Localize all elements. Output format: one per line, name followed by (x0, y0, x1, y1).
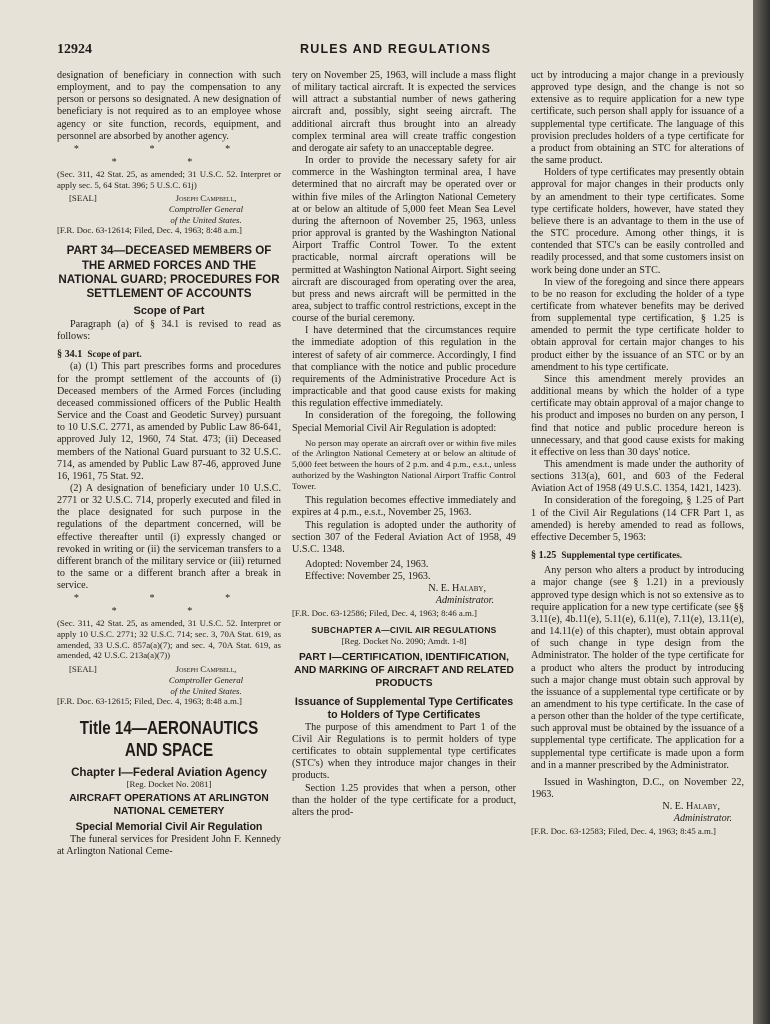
paragraph: This regulation becomes effective immediately and expires at 4 p.m., e.s.t., November 25, 1963. (292, 495, 516, 519)
part-heading: PART I—CERTIFICATION, IDENTIFICATION, AND MARKING OF AIRCRAFT AND RELATED PRODUCTS (294, 652, 514, 689)
paragraph: tery on November 25, 1963, will include a mass flight of military tactical aircraft. It is expected the services will attract a substantial number of news gathering aircraft and, possibly, sight seeing aircraft. The additional aircraft thus brought into an already complex terminal area will create traffic congestion and derogate air safety to an unacceptable degree. (292, 70, 516, 154)
paragraph: (2) A designation of beneficiary under 10 U.S.C. 2771 or 32 U.S.C. 714, properly executed and filed in the place designated for such purpose in the regulations of the department concerned, will be effective thereafter until (i) expressly changed or revoked in writing or (ii) the serviceman transfers to a different branch of the military service or (iii) returned to the same or a different branch after a break in service. (57, 482, 281, 592)
signer-title: of the United States. (170, 685, 242, 696)
title-heading: Title 14—AERONAUTICS AND SPACE (79, 717, 259, 760)
subchapter-heading: SUBCHAPTER A—CIVIL AIR REGULATIONS (311, 625, 497, 636)
paragraph: (a) (1) This part prescribes forms and procedures for the prompt settlement of the accounts of (i) Deceased members of the Armed Forces (including deceased commissioned officers of the Public Health Service and the Coast and Geodetic Survey) pursuant to 10 U.S.C. 2771, as amended by Public Law 86-641, approved July 12, 1960, 74 Stat. 473; (ii) Deceased members of the National Guard pursuant to 32 U.S.C. 714, as amended by Public Law 87-46, approved June 16, 1961, 75 Stat. 92. (57, 361, 281, 482)
paragraph: In consideration of the foregoing, § 1.25 of Part 1 of the Civil Air Regulations (14 CFR Part 1, as amended) is hereby amended to read as follows, effective December 5, 1963: (531, 495, 744, 543)
section-number: § 1.25 (531, 550, 557, 562)
authority-citation: (Sec. 311, 42 Stat. 25, as amended; 31 U.S.C. 52. Interpret or apply sec. 5, 64 Stat. 396; 5 U.S.C. 61j) (57, 168, 281, 190)
effective-date: Effective: November 25, 1963. (305, 571, 431, 583)
signer-name: Joseph Campbell, (175, 664, 237, 675)
paragraph: Any person who alters a product by introducing a major change (see § 1.21) in a previously approved type design which is not so extensive as to require application for a new type certificate (see §§ 3.11(e), 4b.11(e), 5.11(e), 6.11(e), 7.11(e), 13.11(e), and 14.11(e) of this chapter), must obtain approval of such change in type design from the Administrator. The holder of the type certificate for a product who alters the product by introducing such a major change must obtain such approval by the issuance of a supplemental type certificate or by an amendment to his type certificate. In the case of a person other than the holder of the type certificate, such approval must be obtained by the issuance of a supplemental type certificate. The application for a supplemental type certificate is made upon a form and in a manner prescribed by the Administrator. (531, 565, 744, 771)
docket-number: [Reg. Docket No. 2081] (126, 779, 212, 790)
section-number: § 34.1 (57, 349, 83, 361)
signer-title: Comptroller General (168, 204, 244, 215)
paragraph: uct by introducing a major change in a previously approved type design, and the change is not so extensive as to require application for a new type certificate, such person shall apply for issuance of a supplemental type certificate. The language of this provision precludes holders of a type certificate for a product from obtaining an STC for alterations of the same product. (531, 70, 744, 167)
ellipsis-stars: * * * * * (73, 593, 265, 618)
paragraph: This amendment is made under the authority of sections 313(a), 601, and 603 of the Federal Aviation Act of 1958 (49 U.S.C. 1354, 1421, 1423). (531, 459, 744, 495)
ellipsis-stars: * * * * * (73, 143, 265, 168)
paragraph: Paragraph (a) of § 34.1 is revised to read as follows: (57, 318, 281, 343)
regulation-heading: Special Memorial Civil Air Regulation (75, 821, 263, 834)
chapter-heading: Chapter I—Federal Aviation Agency (71, 766, 267, 779)
running-header: RULES AND REGULATIONS (300, 42, 492, 56)
column-3 (531, 70, 744, 836)
fr-doc-note: [F.R. Doc. 63-12615; Filed, Dec. 4, 1963; 8:48 a.m.] (57, 696, 242, 707)
paragraph: In consideration of the foregoing, the following Special Memorial Civil Air Regulation is adopted: (292, 410, 516, 434)
fr-doc-note: [F.R. Doc. 63-12586; Filed, Dec. 4, 1963; 8:46 a.m.] (292, 607, 477, 618)
paragraph: Holders of type certificates may presently obtain approval for major changes in their products only by an amendment to their type certificates. Some type certificate holders, however, have stated they believe there is an advantage to them in the use of the STC procedure. Among other things, it is contended that STC's can be easily controlled and readily processed, and that some customers insist on work being done under an STC. (531, 167, 744, 276)
section-title: Scope of part. (87, 349, 142, 360)
fr-doc-note: [F.R. Doc. 63-12614; Filed, Dec. 4, 1963; 8:48 a.m.] (57, 225, 242, 236)
signature-block (57, 664, 281, 696)
paragraph: Since this amendment merely provides an additional means by which the holder of a type certificate may obtain approval of a major change to his product and imposes no burden on any person, I find that notice and public procedure hereon is unnecessary, and that good cause exists for making it effective on less than 30 days' notice. (531, 373, 744, 458)
signer-title: Administrator. (435, 595, 494, 607)
column-2 (292, 70, 516, 819)
subject-heading: Issuance of Supplemental Type Certificates to Holders of Type Certificates (294, 696, 514, 722)
docket-number: [Reg. Docket No. 2090; Amdt. 1-8] (341, 636, 467, 647)
section-title: Supplemental type certificates. (561, 550, 683, 561)
signer-title: Comptroller General (168, 674, 244, 685)
page-number: 12924 (57, 42, 92, 57)
paragraph: The funeral services for President John F. Kennedy at Arlington National Ceme- (57, 833, 281, 857)
paragraph: The purpose of this amendment to Part 1 of the Civil Air Regulations is to permit holders of type certificates to obtain supplemental type certificates (STC's) when they introduce major changes in their products. (292, 721, 516, 782)
paragraph: This regulation is adopted under the authority of section 307 of the Federal Aviation Act of 1958, 49 U.S.C. 1348. (292, 519, 516, 555)
subject-heading: AIRCRAFT OPERATIONS AT ARLINGTON NATIONAL CEMETERY (69, 793, 269, 817)
column-1 (57, 70, 281, 858)
signer-name: N. E. Halaby, (662, 801, 720, 813)
regulation-text: No person may operate an aircraft over or within five miles of the Arlington National Cemetery at or below an altitude of 5,000 feet between the hours of 2 p.m. and 4 p.m., e.s.t., unless authorized by the Washington National Airport Traffic Control Tower. (292, 437, 516, 491)
paragraph: I have determined that the circumstances require the immediate adoption of this regulation in the interest of safety of air commerce. Accordingly, I find that compliance with the notice and public procedure requirements of the Administrative Procedure Act is impracticable and that good cause exists for making this regulation effective immediately. (292, 325, 516, 410)
signature-block (57, 193, 281, 225)
signer-title: Administrator. (673, 813, 732, 825)
seal-label: [SEAL] (69, 193, 97, 204)
part-heading: PART 34—DECEASED MEMBERS OF THE ARMED FORCES AND THE NATIONAL GUARD; PROCEDURES FOR SETTLEMENT OF ACCOUNTS (58, 244, 280, 301)
signer-name: Joseph Campbell, (175, 193, 237, 204)
signer-title: of the United States. (170, 214, 242, 225)
paragraph: designation of beneficiary in connection with such employment, and to pay the compensation to any person or persons so designated. A new designation of beneficiary is not required as to an employee whose agency or site function, records, equipment, and personnel are absorbed by another agency. (57, 70, 281, 142)
paragraph: In view of the foregoing and since there appears to be no reason for excluding the holder of a type certificate from whatever benefits may be derived from supplemental type certification, § 1.25 is amended to permit the type certificate holder to obtain approval for certain major changes to his product either by the issuance of an STC or by an amendment to his type certificate. (531, 276, 744, 373)
signer-name: N. E. Halaby, (428, 583, 486, 595)
authority-citation: (Sec. 311, 42 Stat. 25, as amended, 31 U.S.C. 52. Interpret or apply 10 U.S.C. 2771; 32 U.S.C. 714; sec. 3, 70A Stat. 619, as amended, 33 U.S.C. 857a(a)(7); and sec. 4, 70A Stat. 619, as amended, 42 U.S.C. 213a(a)(7)) (57, 618, 281, 661)
scope-heading: Scope of Part (133, 304, 205, 317)
paragraph: Section 1.25 provides that when a person, other than the holder of the type certificate for a product, alters the prod- (292, 782, 516, 818)
seal-label: [SEAL] (69, 664, 97, 675)
issued-date: Issued in Washington, D.C., on November 22, 1963. (531, 776, 744, 801)
paragraph: In order to provide the necessary safety for air commerce in the Washington terminal area, I have determined that no aircraft may be operated over or within five miles of the Arlington National Cemetery at or below an altitude of 5,000 feet Mean Sea Level during the afternoon of November 25, 1963, unless prior approval is granted by the Washington National Airport Traffic Control Tower. To the extent practicable, normal aircraft operations will be permitted at Washington National Airport. Sight seeing aircraft are discouraged from operating over the area, but press and news aircraft will be permitted in the area, subject to traffic control restrictions, except in the course of the burial ceremony. (292, 155, 516, 325)
adopted-date: Adopted: November 24, 1963. (305, 558, 429, 570)
binding-edge (753, 0, 770, 1024)
fr-doc-note: [F.R. Doc. 63-12583; Filed, Dec. 4, 1963; 8:45 a.m.] (531, 825, 716, 836)
